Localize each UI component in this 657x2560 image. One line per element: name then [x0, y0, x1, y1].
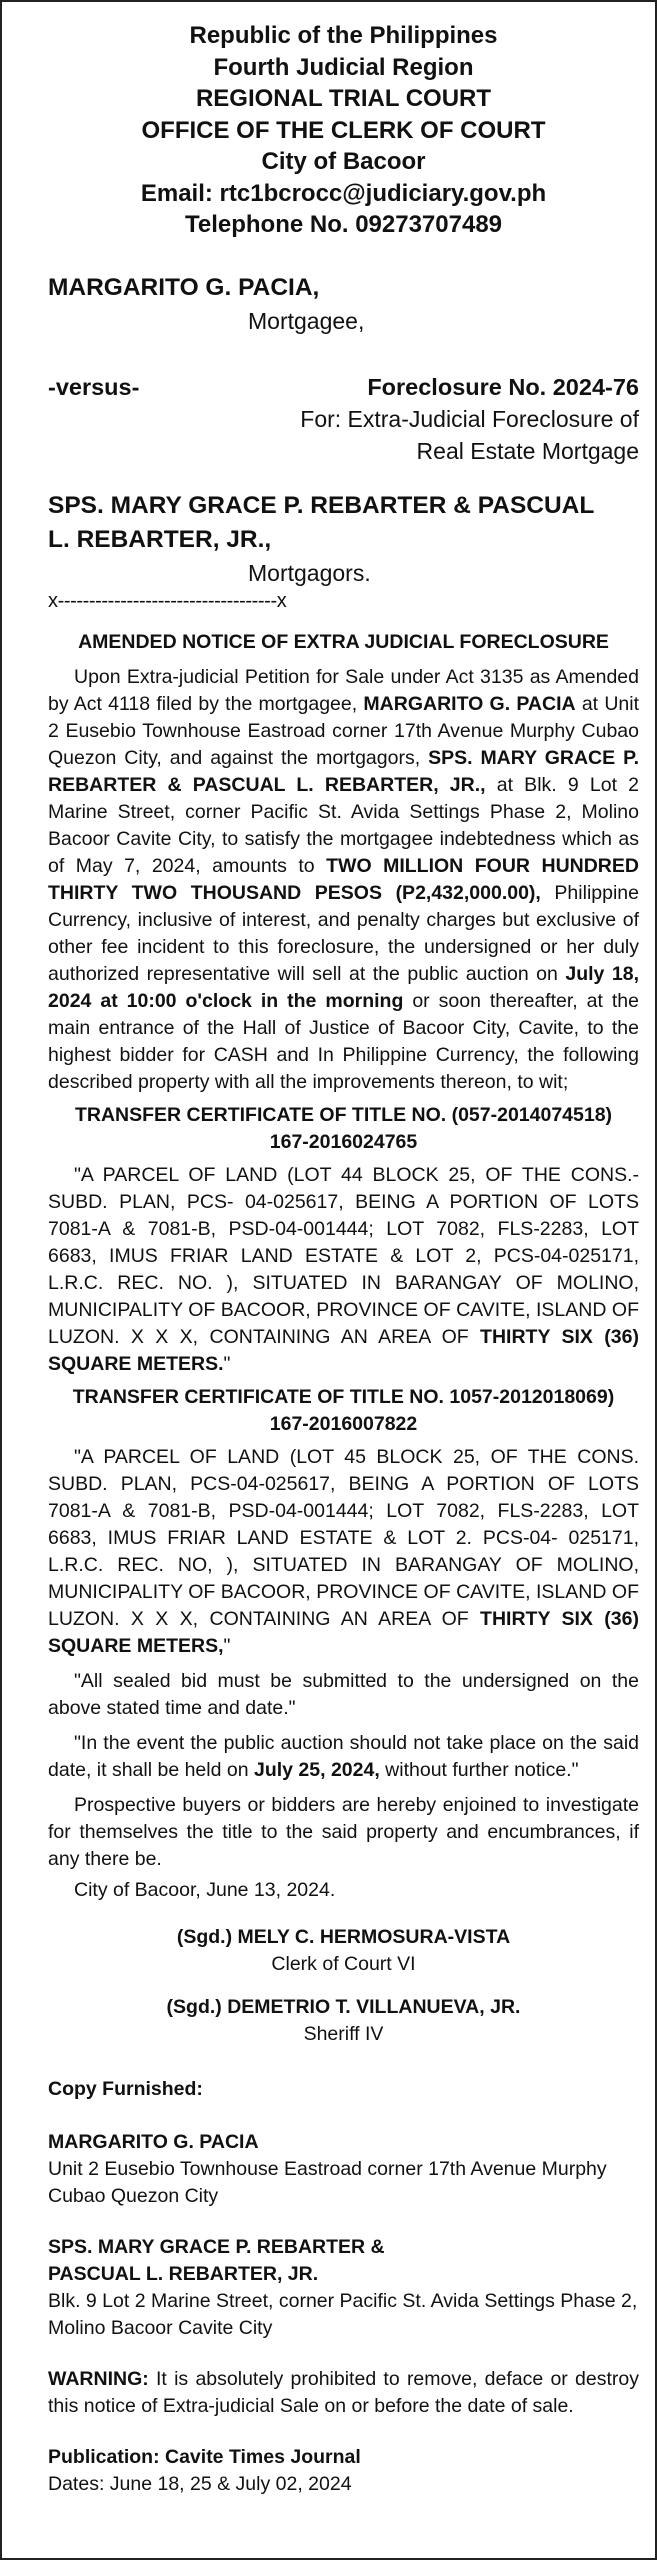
signatory-clerk-name: (Sgd.) MELY C. HERMOSURA-VISTA — [176, 1925, 511, 1948]
body-text-e: at Blk. 9 Lot 2 Marine Street, corner Pacific St. Avida Settings Phase 2, Molino Bacoor Cavite City, to satisfy the mortgagee indebtedness which as of May 7, 2024, amounts to — [48, 773, 639, 877]
header-email: Email: rtc1bcrocc@judiciary.gov.ph — [140, 179, 547, 207]
mortgagors-role: Mortgagors. — [248, 559, 371, 586]
mortgagors-bold: SPS. MARY GRACE P. REBARTER & PASCUAL L. REBARTER, JR., — [48, 746, 639, 796]
versus-label: -versus- — [48, 373, 140, 400]
postpone-text-a: "In the event the public auction should not take place on the said date, it shall be held on — [48, 1731, 639, 1781]
sealed-bid-paragraph: "All sealed bid must be submitted to the undersigned on the above stated time and date." — [48, 1669, 639, 1719]
copy-furnished-label: Copy Furnished: — [48, 2077, 203, 2100]
header-city: City of Bacoor — [261, 148, 426, 175]
recipient2-address: Blk. 9 Lot 2 Marine Street, corner Pacific St. Avida Settings Phase 2, Molino Bacoor Cavite City — [48, 2289, 638, 2339]
case-row — [48, 371, 639, 403]
publication-line: Publication: Cavite Times Journal — [48, 2445, 361, 2468]
postponement-paragraph — [48, 1730, 639, 1784]
amount-bold: TWO MILLION FOUR HUNDRED THIRTY TWO THOUSAND PESOS (P2,432,000.00), — [48, 854, 639, 904]
body-text-a: Upon Extra-judicial Petition for Sale under Act 3135 as Amended by Act 4118 filed by the mortgagee, — [48, 665, 639, 715]
mortgagee-name: MARGARITO G. PACIA, — [48, 273, 320, 301]
prospective-buyers-paragraph: Prospective buyers or bidders are hereby enjoined to investigate for themselves the title to the said property and encumbrances, if any there be. — [48, 1793, 639, 1870]
warning-paragraph — [48, 2366, 639, 2420]
case-number: Foreclosure No. 2024-76 — [367, 373, 639, 400]
mortgagors-name-line2: L. REBARTER, JR., — [48, 525, 272, 553]
mortgagors-name — [48, 489, 639, 557]
title2-heading-line2: 167-2016007822 — [269, 1412, 418, 1435]
title2-description — [48, 1444, 639, 1660]
header-region: Fourth Judicial Region — [213, 53, 474, 81]
notice-title: AMENDED NOTICE OF EXTRA JUDICIAL FORECLOSURE — [78, 630, 609, 653]
title1-heading-line2: 167-2016024765 — [269, 1130, 418, 1153]
body-text-c: at Unit 2 Eusebio Townhouse Eastroad corner 17th Avenue Murphy Cubao Quezon City, and against the mortgagors, — [48, 692, 639, 769]
recipient1-address: Unit 2 Eusebio Townhouse Eastroad corner 17th Avenue Murphy Cubao Quezon City — [48, 2157, 607, 2207]
title2-close-quote: " — [223, 1634, 231, 1657]
court-header — [48, 20, 639, 241]
title1-description — [48, 1162, 639, 1378]
title2-area: THIRTY SIX (36) SQUARE METERS, — [48, 1607, 639, 1657]
recipient-mortgagors — [48, 2234, 639, 2342]
case-purpose-line2: Real Estate Mortgage — [416, 437, 639, 464]
mortgagee-bold: MARGARITO G. PACIA — [363, 692, 576, 715]
recipient2-name-line1: SPS. MARY GRACE P. REBARTER & — [48, 2235, 385, 2258]
postpone-date-bold: July 25, 2024, — [253, 1758, 380, 1781]
header-office: OFFICE OF THE CLERK OF COURT — [141, 116, 546, 144]
warning-text: It is absolutely prohibited to remove, deface or destroy this notice of Extra-judicial Sale on or before the date of sale. — [48, 2367, 639, 2417]
title1-heading-line1: TRANSFER CERTIFICATE OF TITLE NO. (057-2014074518) — [74, 1103, 613, 1126]
auction-date-bold: July 18, 2024 at 10:00 o'clock in the morning — [48, 962, 640, 1012]
separator-line: x-----------------------------------x — [48, 589, 287, 612]
postpone-text-c: without further notice." — [379, 1758, 579, 1781]
title1-area: THIRTY SIX (36) SQUARE METERS. — [48, 1325, 639, 1375]
title2-desc-text: "A PARCEL OF LAND (LOT 45 BLOCK 25, OF THE CONS. SUBD. PLAN, PCS-04-025617, BEING A PORTION OF LOTS 7081-A & 7081-B, PSD-04-001444; LOT 7082, FLS-2283, LOT 6683, IMUS FRIAR LAND ESTATE & LOT 2. PCS-04- 025171, L.R.C. REC. NO, ), SITUATED IN BARANGAY OF MOLINO, MUNICIPALITY OF BACOOR, PROVINCE OF CAVITE, ISLAND OF LUZON. X X X, CONTAINING AN AREA OF — [48, 1445, 639, 1630]
signatory-sheriff — [48, 1994, 639, 2048]
header-court: REGIONAL TRIAL COURT — [195, 85, 492, 112]
signatory-clerk — [48, 1924, 639, 1978]
title1-heading — [48, 1102, 639, 1156]
body-text-i: or soon thereafter, at the main entrance of the Hall of Justice of Bacoor City, Cavite, to the highest bidder for CASH and In Philippine Currency, the following described property with all the improvements thereon, to wit; — [48, 989, 639, 1093]
signatory-sheriff-name: (Sgd.) DEMETRIO T. VILLANUEVA, JR. — [166, 1995, 521, 2018]
publication-dates: Dates: June 18, 25 & July 02, 2024 — [48, 2472, 352, 2495]
header-republic: Republic of the Philippines — [189, 22, 498, 49]
recipient-mortgagee — [48, 2129, 639, 2210]
case-purpose-line1: For: Extra-Judicial Foreclosure of — [300, 405, 639, 432]
mortgagee-role: Mortgagee, — [248, 307, 365, 334]
body-text-g: Philippine Currency, inclusive of interest, and penalty charges but exclusive of other fee incident to this foreclosure, the undersigned or her duly authorized representative will sell at the public auction on — [48, 881, 639, 985]
title1-desc-text: "A PARCEL OF LAND (LOT 44 BLOCK 25, OF THE CONS.- SUBD. PLAN, PCS- 04-025617, BEING A PORTION OF LOTS 7081-A & 7081-B, PSD-04-001444; LOT 7082, FLS-2283, LOT 6683, IMUS FRIAR LAND ESTATE & LOT 2, PCS-04-025171, L.R.C. REC. NO. ), SITUATED IN BARANGAY OF MOLINO, MUNICIPALITY OF BACOOR, PROVINCE OF CAVITE, ISLAND OF LUZON. X X X, CONTAINING AN AREA OF — [48, 1163, 639, 1348]
recipient1-name: MARGARITO G. PACIA — [48, 2130, 259, 2153]
title2-heading — [48, 1384, 639, 1438]
signatory-sheriff-title: Sheriff IV — [303, 2022, 384, 2045]
header-telephone: Telephone No. 09273707489 — [184, 211, 503, 238]
warning-label: WARNING: — [48, 2367, 149, 2390]
signatory-clerk-title: Clerk of Court VI — [271, 1952, 416, 1975]
notice-body — [48, 664, 639, 1096]
date-line: City of Bacoor, June 13, 2024. — [74, 1878, 336, 1901]
title1-close-quote: " — [223, 1352, 231, 1375]
recipient2-name-line2: PASCUAL L. REBARTER, JR. — [48, 2262, 319, 2285]
title2-heading-line1: TRANSFER CERTIFICATE OF TITLE NO. 1057-2012018069) — [72, 1385, 615, 1408]
mortgagors-name-line1: SPS. MARY GRACE P. REBARTER & PASCUAL — [48, 491, 595, 519]
